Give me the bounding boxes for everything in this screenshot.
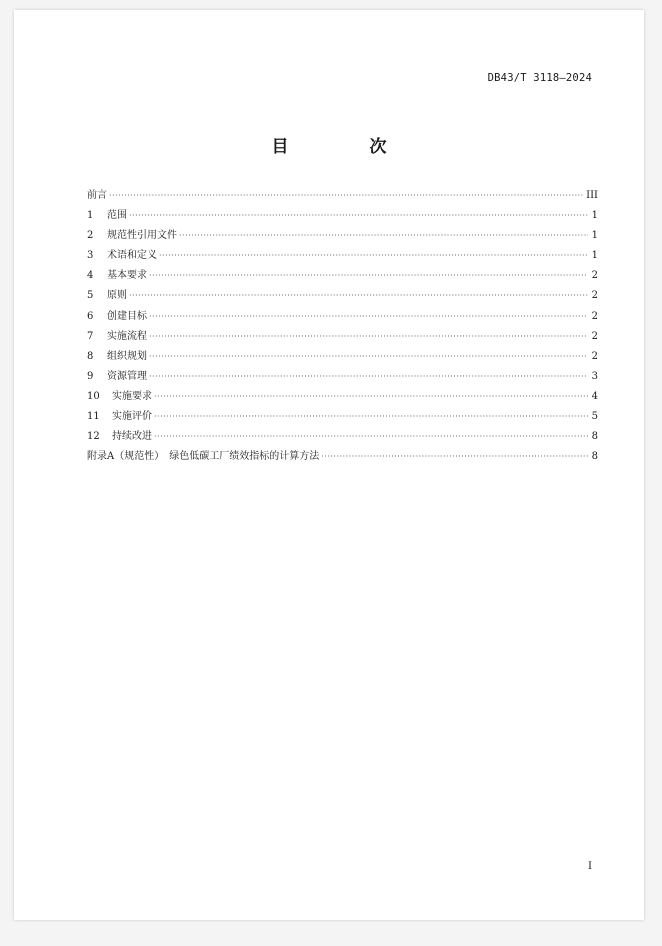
toc-entry-page: 1 <box>591 210 598 222</box>
toc-entry-number: 8 <box>87 350 94 362</box>
toc-dot-leader <box>321 447 588 467</box>
toc-dot-leader <box>149 327 588 347</box>
toc-entry-11[interactable] <box>87 407 598 427</box>
toc-dot-leader <box>129 206 588 226</box>
toc-entry-title: 实施流程 <box>107 330 147 342</box>
toc-entry-number: 10 <box>87 390 100 402</box>
toc-entry-9[interactable] <box>87 367 598 387</box>
toc-entry-title: 规范性引用文件 <box>107 230 177 242</box>
toc-dot-leader <box>109 186 584 206</box>
toc-entry-page: 8 <box>591 431 598 443</box>
toc-entry-title: 创建目标 <box>107 310 147 322</box>
toc-entry-page: 3 <box>591 370 598 382</box>
toc-entry-number: 1 <box>87 210 94 222</box>
toc-entry-10[interactable] <box>87 387 598 407</box>
toc-entry-page: 1 <box>591 250 598 262</box>
toc-dot-leader <box>154 427 588 447</box>
toc-entry-title: 实施要求 <box>112 390 152 402</box>
toc-dot-leader <box>154 387 588 407</box>
toc-dot-leader <box>179 226 588 246</box>
toc-entry-title: 前言 <box>87 190 107 201</box>
toc-entry-4[interactable] <box>87 266 598 286</box>
toc-entry-number: 12 <box>87 431 100 443</box>
toc-entry-appendix-a[interactable] <box>87 447 598 467</box>
toc-entry-page: 1 <box>591 230 598 242</box>
toc-entry-12[interactable] <box>87 427 598 447</box>
toc-entry-3[interactable] <box>87 246 598 266</box>
toc-dot-leader <box>159 246 588 266</box>
toc-entry-number: 5 <box>87 290 94 302</box>
toc-entry-1[interactable] <box>87 206 598 226</box>
toc-entry-title: 原则 <box>107 290 127 302</box>
toc-entry-number: 2 <box>87 230 94 242</box>
toc-entry-title: 组织规划 <box>107 350 147 362</box>
toc-dot-leader <box>149 367 588 387</box>
document-code: DB43/T 3118—2024 <box>487 72 592 84</box>
toc-entry-title: 术语和定义 <box>107 250 157 262</box>
toc-entry-number: 6 <box>87 310 94 322</box>
toc-entry-page: 2 <box>591 310 598 322</box>
toc-entry-6[interactable] <box>87 307 598 327</box>
toc-entry-number: 7 <box>87 330 94 342</box>
toc-entry-number: 4 <box>87 270 94 282</box>
toc-dot-leader <box>129 286 588 306</box>
toc-dot-leader <box>154 407 588 427</box>
toc-entry-2[interactable] <box>87 226 598 246</box>
table-of-contents <box>87 186 598 467</box>
toc-entry-page: III <box>586 190 598 201</box>
toc-entry-number: 11 <box>87 411 100 423</box>
toc-dot-leader <box>149 307 588 327</box>
toc-dot-leader <box>149 266 588 286</box>
toc-entry-page: 2 <box>591 330 598 342</box>
toc-entry-title: 资源管理 <box>107 370 147 382</box>
page-number: I <box>588 861 592 872</box>
toc-title: 目 次 <box>271 137 419 157</box>
toc-entry-page: 2 <box>591 290 598 302</box>
document-page <box>14 10 644 920</box>
toc-entry-8[interactable] <box>87 347 598 367</box>
toc-entry-title: 基本要求 <box>107 270 147 282</box>
toc-entry-title: 附录A（规范性） 绿色低碳工厂绩效指标的计算方法 <box>87 451 320 463</box>
toc-dot-leader <box>149 347 588 367</box>
toc-entry-page: 2 <box>591 350 598 362</box>
toc-entry-number: 3 <box>87 250 94 262</box>
toc-entry-title: 持续改进 <box>112 431 152 443</box>
toc-entry-title: 范围 <box>107 210 127 222</box>
toc-entry-page: 8 <box>591 451 598 463</box>
toc-entry-page: 5 <box>591 411 598 423</box>
toc-entry-title: 实施评价 <box>112 411 152 423</box>
toc-entry-page: 4 <box>591 390 598 402</box>
toc-entry-page: 2 <box>591 270 598 282</box>
toc-entry-number: 9 <box>87 370 94 382</box>
toc-entry-7[interactable] <box>87 327 598 347</box>
toc-entry-preface[interactable] <box>87 186 598 206</box>
toc-entry-5[interactable] <box>87 286 598 306</box>
